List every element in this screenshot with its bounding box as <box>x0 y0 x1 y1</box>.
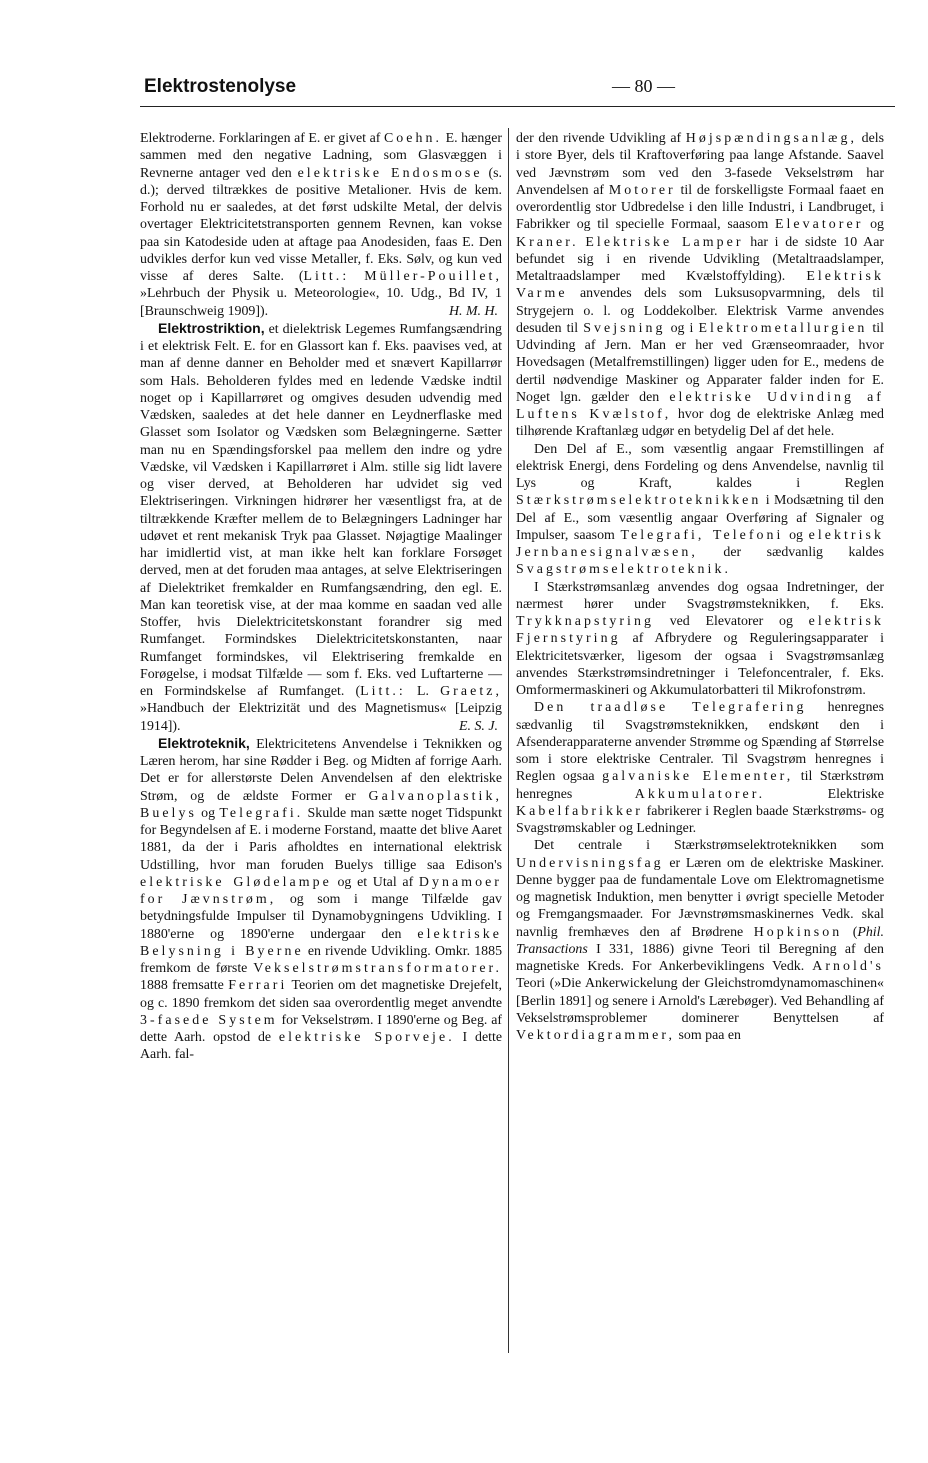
spaced-term: Galvanoplastik, Buelys <box>140 788 502 821</box>
spaced-term: elektriske Udvinding af Luftens Kvælstof, <box>516 389 884 422</box>
left-column <box>140 130 502 1064</box>
spaced-name: Arnold's <box>812 959 884 974</box>
text: har i de sidste 10 Aar befundet sig i en rivende Udvikling (Metaltraadslamper, Metaltraadslamper med Kvælstoffylding). <box>516 234 884 284</box>
spaced-term: Trykknapstyring <box>516 614 654 629</box>
text: og som i mange Tilfælde gav betydningsfulde Impulser til Dynamobygningens Udvikling. I 1880'erne og 1890'erne undergaar den <box>140 892 503 942</box>
text: Skulde man sætte noget Tidspunkt for Begyndelsen af E. i moderne Forstand, maatte det blive Aaret 1881, da der i Paris afholdtes en international elektrisk Udstilling, hvor man foruden Buelys tillige saa Edison's <box>140 805 502 873</box>
spaced-term: Den traadløse Telegrafering <box>534 700 807 716</box>
text: der sædvanlig kaldes <box>697 545 884 560</box>
paragraph-elektrostenolyse-continued <box>140 130 502 320</box>
text: L. <box>405 684 441 699</box>
spaced-term: elektrisk Fjernstyring <box>516 614 884 647</box>
spaced-term: Elevatorer <box>774 217 864 233</box>
spaced-term: Akkumulatorer. <box>634 786 766 802</box>
text: »Handbuch der Elektrizität und des Magnetismus« [Leipzig 1914]). <box>140 701 502 734</box>
text: Teori (»Die Ankerwickelung der Gleichstromdynamomaschinen« [Berlin 1891] og senere i Arnold's Lærebøger). Ved Behandling af Vekselstrømsproblemer dominerer Benyttelsen af <box>516 976 884 1026</box>
spaced-term: 3-fasede System <box>140 1012 278 1028</box>
spaced-name: Ferrari <box>228 978 288 994</box>
spaced-term: Vektordiagrammer, <box>516 1028 676 1043</box>
spaced-term: Højspændingsanlæg, <box>685 131 857 146</box>
spaced-term: Elektrisk Varme <box>516 269 884 302</box>
spaced-term: Elektrometallurgien <box>698 320 868 336</box>
text: I 331, 1886) givne Teori til Beregning af den magnetiske Kreds. For Ankerbeviklingens Vedk. <box>516 941 884 974</box>
text: er Læren om de elektriske Maskiner. Denne bygger paa de fundamentale Love om Elektromagnetisme og magnetisk Induktion, men benytter i øvrigt specielle Metoder og Fremgangsmaader. For Jævnstrømsmaskinernes Vedk. skal navnlig fremhæves den af Brødrene <box>516 855 884 940</box>
spaced-term: Stærkstrømselektroteknikken <box>516 493 762 509</box>
text: der den rivende Udvikling af <box>516 131 686 146</box>
text: som paa en <box>675 1028 742 1043</box>
text: i Modsætning til den Del af E., som væsentlig angaar Overføring af Signaler og Impulser, saasom <box>516 493 884 543</box>
spaced-term: elektriske Sporveje. <box>278 1030 455 1045</box>
spaced-term: Svagstrømselektroteknik. <box>516 562 731 578</box>
text: en rivende Udvikling. Omkr. 1885 fremkom de første <box>140 943 503 976</box>
spaced-term: Motorer <box>608 182 676 198</box>
spaced-name: Coehn. <box>383 131 443 146</box>
text: til Stærkstrøm henregnes <box>516 769 884 802</box>
entry-elektroteknik <box>140 735 502 1064</box>
spaced-term: elektriske Glødelampe <box>140 874 332 890</box>
text: for Vekselstrøm. I 1890'erne og Beg. af dette Aarh. opstod de <box>140 1012 502 1045</box>
running-header <box>144 76 888 104</box>
text: Elektricitetens Anvendelse i Teknikken og Læren herom, har sine Rødder i Beg. og Midten af forrige Aarh. Det er for allerstørste Delen Anvendelsen af den elektriske Strøm, og de ældste Former er <box>140 736 502 804</box>
author-signature: H. M. H. <box>449 303 498 319</box>
paragraph-undervisning <box>516 837 884 1044</box>
text: et dielektrisk Legemes Rumfangsændring i et elektrisk Felt. E. for en Glassort kan f. Eks. paavises ved, at man af denne danner en Beholder med et snævert Kapillarrør som Hals. Beholderen fyldes med en ledende Vædske indtil noget op i Kapillarrøret og omgives desuden udvendig med Vædsken, saaledes at det hele danner en Leydnerflaske med Glasset som Isolator og Vædsken som Belægningerne. Sætter man nu en Spændingsforskel paa mellem den indre og ydre Vædske, vil Vædsken i Kapillarrøret i Alm. stille sig lidt lavere og viser derved, at Beholderen har udvidet sig ved Elektriseringen. Virkningen hidrører her væsentligst fra, at de tiltrækkende Kræfter mellem de to Belægningers Ladninger har udøvet et rent mekanisk Tryk paa Glasset. Nøjagtige Maalinger har imidlertid vist, at man ikke helt kan forklare Forsøget derved, men at det foruden maa antages, at selve Elektriseringen af Dielektriket fremkalder en Rumfangsændring, den egl. E. Man kan teoretisk vise, at der maa komme en saadan ved alle Stoffer, hvis Dielektricitetskonstant forandrer sig med Rumfanget. Formindskes Dielektricitetskonstanten, naar Rumfanget formindskes, vil Elektrisering fremkalde en Forøgelse, i modsat Tilfælde — som f. Eks. ved Luftarterne — en Formindskelse af Rumfanget. ( <box>140 321 502 699</box>
column-divider <box>508 128 509 1353</box>
text: Teorien om det magnetiske Drejefelt, og c. 1890 fremkom det siden saa overordentlig meget anvendte <box>140 978 502 1011</box>
text: I Stærkstrømsanlæg anvendes dog ogsaa Indretninger, der nærmest hører under Svagstrømsteknikken, f. Eks. <box>516 579 884 612</box>
spaced-term: Svejsning <box>583 320 666 336</box>
text: Elektroderne. Forklaringen af E. er givet af <box>140 131 384 146</box>
text: og i <box>665 320 699 336</box>
spaced-term: Litt.: <box>360 684 406 699</box>
spaced-term: Elektriske Lamper <box>585 234 744 250</box>
paragraph-traadloes <box>516 699 884 837</box>
entry-elektrostriktion <box>140 320 502 735</box>
text: Elektriske <box>765 786 884 802</box>
text: og <box>783 527 809 543</box>
text: og <box>196 805 220 821</box>
text: og <box>863 217 884 233</box>
spaced-term: elektriske Belysning i Byerne <box>140 926 502 959</box>
text: ved Elevatorer og <box>653 614 809 629</box>
text: »Lehrbuch der Physik u. Meteorologie«, 10. Udg., Bd IV, 1 [Braunschweig 1909]). <box>140 286 502 319</box>
spaced-term: elektrisk Jernbanesignalvæsen, <box>516 527 884 560</box>
text: ( <box>842 924 858 940</box>
text: E. hænger sammen med den negative Ladning, som Glasvæggen i Revnerne antager ved den <box>140 131 503 181</box>
spaced-term: Kabelfabrikker <box>516 803 643 819</box>
text: anvendes dels som Luksusopvarmning, dels til Strygejern o. l. og Loddekolber. Elektrisk Varme anvendes desuden til <box>516 286 884 336</box>
author-signature: E. S. J. <box>459 718 498 734</box>
spaced-term: Telegrafi. <box>219 805 304 821</box>
text: fabrikerer i Reglen baade Stærkstrøms- og Svagstrømskabler og Ledninger. <box>516 803 884 836</box>
spaced-term: Litt.: <box>303 269 350 284</box>
text: Det centrale i Stærkstrømselektroteknikken som <box>534 838 884 854</box>
spaced-term: elektriske Endosmose <box>297 165 483 181</box>
spaced-term: Undervisningsfag <box>516 855 664 871</box>
text: 1888 fremsatte <box>140 978 229 994</box>
text: til de forskelligste Formaal faaet en overordentlig stor Udbredelse i den lille Industri, i Landbruget, i Fabrikker og til specielle Formaal, saasom <box>516 182 884 233</box>
text: henregnes sædvanlig til Svagstrømsteknikken, endskønt den i Afsenderapparaterne anvender Strømme og Spænding af Størrelse som i store elektriske Centraler. Til Svagstrøm henregnes i Reglen ogsaa <box>516 700 884 785</box>
right-column <box>516 130 884 1044</box>
header-rule <box>140 106 895 107</box>
paragraph-indretninger <box>516 579 884 700</box>
running-title: Elektrostenolyse <box>144 76 297 97</box>
text: hvor dog de elektriske Anlæg med tilhørende Kraftanlæg udgør en betydelig Del af det hele. <box>516 407 884 440</box>
text: af Afbrydere og Reguleringsapparater i Elektricitetsværker, ligesom der ogsaa i Svagstrømsanlæg anvendes Stærkstrømsindretninger i Telefoncentraler, f. Eks. Omformermaskineri og Akkumulatorbatteri til Mikrofonstrøm. <box>516 631 884 698</box>
text: og et Utal af <box>331 874 419 890</box>
entry-headword: Elektrostriktion, <box>158 319 265 336</box>
spaced-term: galvaniske Elementer, <box>602 769 794 785</box>
text: til Udvinding af Jern. Man er her ved Grænseomraader, hvor Hovedsagen (Metalfremstillingen) ligger uden for E., medens de dertil nødvendige Maskiner og Apparater falder inden for E. Noget lgn. gælder den <box>516 320 885 405</box>
entry-headword: Elektroteknik, <box>158 734 250 751</box>
journal-title: Phil. Transactions <box>516 924 884 957</box>
text: (s. d.); derved tiltrækkes de positive Metalioner. Hvis de kem. Forhold nu er saaledes, at det først udskilte Metal, der delvis overtager Elektricitetstransporten gennem Revnen, kan vokse paa sin Katodeside uden at aftage paa Anodesiden, faas E. Den udvikles derfor kun ved visse Metaller, f. Eks. Sølv, og kun ved visse af deres Salte. ( <box>140 165 502 284</box>
spaced-name: Hopkinson <box>753 924 843 940</box>
spaced-term: Telegrafi, Telefoni <box>620 527 784 543</box>
spaced-term: Vekselstrømstransformatorer. <box>253 961 502 976</box>
paragraph-elektroteknik-continued <box>516 130 884 441</box>
page-number: — 80 — <box>612 76 675 96</box>
text: Den Del af E., som væsentlig angaar Fremstillingen af elektrisk Energi, dens Fordeling og dens Anvendelse, navnlig til Lys og Kraft, kaldes i Reglen <box>516 441 884 491</box>
paragraph-staerkstroem <box>516 441 884 579</box>
text: dels i store Byer, dels til Kraftoverføring paa lange Afstande. Saavel ved Jævnstrøm som ved den 3-fasede Vekselstrøm har Anvendelsen af <box>516 131 884 198</box>
spaced-name: Graetz, <box>440 684 502 699</box>
text <box>349 269 364 284</box>
text: I dette Aarh. fal- <box>140 1030 502 1063</box>
spaced-name: Müller-Pouillet, <box>364 269 502 284</box>
spaced-term: Kraner. <box>516 234 579 250</box>
spaced-term: Dynamoer for Jævnstrøm, <box>140 874 502 907</box>
